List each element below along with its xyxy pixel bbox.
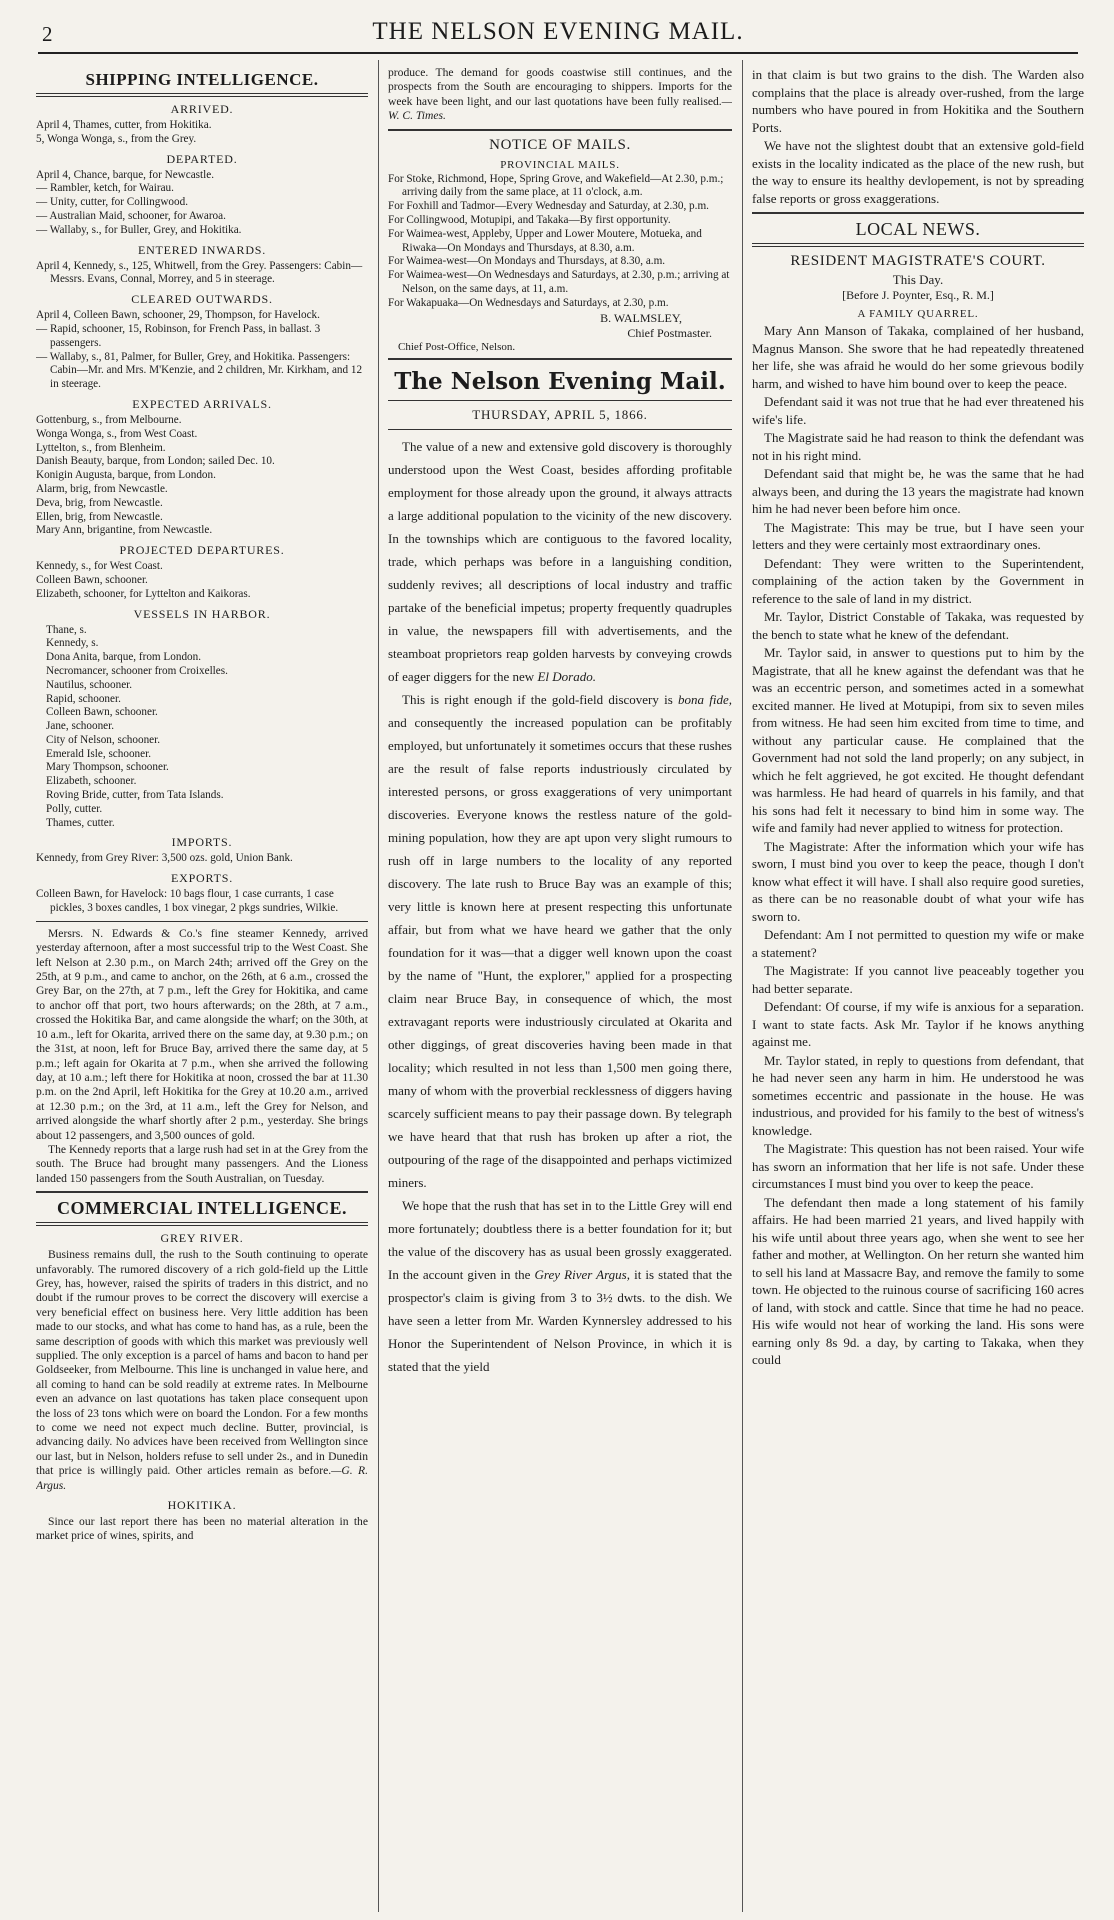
list-item: Necromancer, schooner from Croixelles. xyxy=(46,664,228,677)
list-item: Alarm, brig, from Newcastle. xyxy=(36,482,168,495)
arrived-heading: ARRIVED. xyxy=(170,102,234,116)
court-before: [Before J. Poynter, Esq., R. M.] xyxy=(842,288,994,302)
expected-heading: EXPECTED ARRIVALS. xyxy=(132,396,272,411)
column-2 xyxy=(388,66,732,1912)
entered-list xyxy=(36,260,368,288)
masthead-rule xyxy=(38,52,1078,54)
hokitika-report: Since our last report there has been no material alteration in the market price of wines, spirits, and xyxy=(36,1515,368,1543)
list-item: Colleen Bawn, schooner. xyxy=(36,573,148,586)
divider xyxy=(388,429,732,430)
list-item: Mary Thompson, schooner. xyxy=(46,761,169,774)
page-number: 2 xyxy=(42,22,53,46)
grey-river-heading: GREY RIVER. xyxy=(160,1231,244,1246)
list-item: April 4, Chance, barque, for Newcastle. xyxy=(36,168,215,181)
list-item: Emerald Isle, schooner. xyxy=(46,747,152,760)
mails-subtitle: PROVINCIAL MAILS. xyxy=(500,158,620,171)
list-item: For Waimea-west—On Wednesdays and Saturdays, at 2.30, p.m.; arriving at Nelson, on the same days, at 11, a.m. xyxy=(388,269,730,295)
list-item: Wonga Wonga, s., from West Coast. xyxy=(36,427,198,440)
list-item: Rapid, schooner. xyxy=(46,692,121,705)
court-paragraph: Mr. Taylor, District Constable of Takaka, was requested by the bench to state what he knew of the defendant. xyxy=(752,609,1084,642)
list-item: Thane, s. xyxy=(46,623,87,636)
list-item: Elizabeth, schooner. xyxy=(46,775,137,788)
column-1 xyxy=(36,66,368,1912)
list-item: City of Nelson, schooner. xyxy=(46,733,161,746)
steamer-report-2: The Kennedy reports that a large rush had set in at the Grey from the south. The Bruce had brought many passengers. And the Lioness landed 150 passengers from the South Australian, on Tuesday. xyxy=(36,1142,368,1185)
departed-heading: DEPARTED. xyxy=(166,151,238,166)
cleared-list xyxy=(36,309,368,392)
entered-heading: ENTERED INWARDS. xyxy=(137,242,267,257)
divider xyxy=(388,358,732,360)
list-item: Roving Bride, cutter, from Tata Islands. xyxy=(46,789,224,802)
court-paragraph: The Magistrate: After the information which your wife has sworn, I must bind you over to keep the peace, though I don't know what effect it will have. I shall also require good sureties, as there can be no reasonable doubt of what your wife has sworn to. xyxy=(752,838,1084,924)
court-paragraph: The Magistrate: This may be true, but I have seen your letters and they were certainly most extraordinary ones. xyxy=(752,519,1084,552)
grey-river-report: Business remains dull, the rush to the South continuing to operate unfavorably. The rumored discovery of a rich gold-field up the Little Grey, has, however, raised the spirits of traders in this district, and no doubt if the rumour proves to be correct the discovery will exercise a very beneficial effect on business here. Very little addition has been made to our stocks, and what has come to hand has, as a rule, been the same description of goods with which this market was previously well supplied. The only exception is a parcel of hams and bacon to hand per Goldseeker, from Melbourne. This line is unchanged in value here, and all coming to hand can be sold readily at extreme rates. In Melbourne even an advance on last quotations has taken place consequent upon the loss of 23 tons which were on board the London. For a few months to come we need not expect much decline. Butter, provincial, is advancing daily. No advices have been received from Wellington since our last, but in Nelson, holders refuse to sell under 2s., and in Dunedin that price is willingly paid. Other articles remain as before.—G. R. Argus. xyxy=(36,1248,368,1492)
court-paragraph: The Magistrate: If you cannot live peaceably together you had better separate. xyxy=(752,963,1084,996)
list-item: Dona Anita, barque, from London. xyxy=(46,651,202,664)
newspaper-title: THE NELSON EVENING MAIL. xyxy=(372,18,744,45)
departed-list xyxy=(36,169,368,238)
projected-list xyxy=(36,560,368,601)
mails-title: NOTICE OF MAILS. xyxy=(489,136,631,153)
court-paragraph: The Magistrate said he had reason to think the defendant was not in his right mind. xyxy=(752,430,1084,463)
dateline: THURSDAY, APRIL 5, 1866. xyxy=(472,406,648,422)
commercial-title: COMMERCIAL INTELLIGENCE. xyxy=(56,1198,348,1219)
postmaster-name: B. WALMSLEY, xyxy=(600,310,682,325)
court-paragraph: The Magistrate: This question has not been raised. Your wife has sworn an information that her life is not safe. Under these circumstances I must bind you over to keep the peace. xyxy=(752,1141,1084,1191)
list-item: Mary Ann, brigantine, from Newcastle. xyxy=(36,524,213,537)
court-paragraph: Mr. Taylor stated, in reply to questions from defendant, that he had never seen any harm in him. He understood he was sometimes eccentric and passionate in the house. He was industrious, and provided for his family to the best of witness's knowledge. xyxy=(752,1052,1084,1138)
list-item: — Rambler, ketch, for Wairau. xyxy=(36,182,174,195)
list-item: Elizabeth, schooner, for Lyttelton and Kaikoras. xyxy=(36,587,251,600)
case-title: A FAMILY QUARREL. xyxy=(857,308,979,320)
double-rule xyxy=(36,1222,368,1226)
vessels-heading: VESSELS IN HARBOR. xyxy=(133,606,271,621)
list-item: — Wallaby, s., for Buller, Grey, and Hokitika. xyxy=(36,223,242,236)
list-item: — Wallaby, s., 81, Palmer, for Buller, Grey, and Hokitika. Passengers: Cabin—Mr. and Mrs. M'Kenzie, and 2 children, Mr. Kirkham, and 12 in steerage. xyxy=(36,350,363,391)
divider xyxy=(388,129,732,131)
list-item: Lyttelton, s., from Blenheim. xyxy=(36,441,166,454)
divider xyxy=(36,1191,368,1193)
list-item: Danish Beauty, barque, from London; sailed Dec. 10. xyxy=(36,455,275,468)
exports-list xyxy=(36,888,368,916)
court-paragraph: Mr. Taylor said, in answer to questions put to him by the Magistrate, that all he knew against the defendant was that he was an eccentric person, and sometimes acted in a somewhat excited manner. He lived at Motupipi, from six to seven miles from witness. He had seen him excited from time to time, and without any particular cause. He complained that the Government had not sold the land properly; on any subject, in which he felt aggrieved, he got excited. He thought defendant was harmless. He had heard of quarrels in his family, and that his sons had felt it necessary to bind him in some way. The wife and family had never applied to witness for protection. xyxy=(752,645,1084,835)
list-item: For Waimea-west—On Mondays and Thursdays, at 8.30, a.m. xyxy=(388,255,666,268)
list-item: Thames, cutter. xyxy=(46,816,115,829)
list-item: For Waimea-west, Appleby, Upper and Lower Moutere, Motueka, and Riwaka—On Mondays and Thursdays, at 8.30, a.m. xyxy=(388,227,702,254)
list-item: Ellen, brig, from Newcastle. xyxy=(36,510,163,523)
list-item: Gottenburg, s., from Melbourne. xyxy=(36,413,182,426)
court-heading: RESIDENT MAGISTRATE'S COURT. xyxy=(790,253,1046,269)
expected-list xyxy=(36,414,368,538)
list-item: Colleen Bawn, for Havelock: 10 bags flour, 1 case currants, 1 case pickles, 3 boxes candles, 1 box vinegar, 2 pkgs sundries, Wilkie. xyxy=(36,888,339,915)
editorial-paragraph: This is right enough if the gold-field discovery is bona fide, and consequently the increased population can be profitably employed, but unfortunately it sometimes occurs that these rushes are the result of false reports industriously circulated by interested persons, or gross exaggerations of very unimportant discoveries. Everyone knows the restless nature of the gold-mining population, how they are apt upon very slight rumours to rush off in large numbers to the locality of any reported discovery. The late rush to Bruce Bay was an example of this; very little is known here at present respecting this unfortunate affair, but from what we have heard we gather that the only foundation for it was—that a digger well known upon the coast by the name of "Hunt, the explorer," applied for a prospecting claim near Bruce Bay, in consequence of which, the most extravagant reports were industriously circulated at Okarita and other diggings, of great discoveries having been made in that locality; which resulted in not less than 1,500 men going there, many of whom with the proverbial recklessness of diggers having scarcely sufficient means to pay their passage down. By telegraph we have heard that that rush has broken up after a riot, the outpouring of the rage of the disappointed and perhaps victimized miners. xyxy=(388,691,732,1190)
court-day: This Day. xyxy=(892,272,944,287)
vessels-list xyxy=(36,624,368,831)
editorial-continued: in that claim is but two grains to the dish. The Warden also complains that the place is already over-rushed, from the large numbers who have poured in from Hokitika and the Southern Ports. xyxy=(752,67,1084,135)
mails-list xyxy=(388,173,732,311)
hokitika-report-continued: produce. The demand for goods coastwise still continues, and the prospects from the South are encouraging to shippers. Imports for the week have been light, and our last quotations have been fully realised.—W. C. Times. xyxy=(388,66,732,123)
list-item: For Foxhill and Tadmor—Every Wednesday and Saturday, at 2.30, p.m. xyxy=(388,200,709,213)
list-item: — Unity, cutter, for Collingwood. xyxy=(36,196,189,209)
list-item: Kennedy, s., for West Coast. xyxy=(36,560,163,573)
list-item: Kennedy, s. xyxy=(46,637,99,650)
steamer-report: Mersrs. N. Edwards & Co.'s fine steamer Kennedy, arrived yesterday afternoon, after a most successful trip to the West Coast. She left Nelson at 2.30 p.m., on March 24th; arrived off the Grey on the 25th, at 9 p.m., and came to anchor, on the 26th, at 6 a.m., crossed the Grey Bar, on the 27th, at 7 p.m., left the Grey for Hokitika, and came to anchor off that port, two hours afterwards; on the 28th, at 7 a.m., crossed the Hokitika Bar, and came alongside the wharf; on the 30th, at 10 a.m., left for Okarita, arrived there on the same day, at 9.30 p.m.; on the 31st, at noon, left for Bruce Bay, arrived there the same day, at 5 p.m.; left again for Okarita at 7 p.m., when she arrived the following day, at 10 a.m.; left there for Hokitika at noon, crossed the bar at 11.30 p.m. on the 2nd April, left Hokitika for the Grey at 10.20 a.m., arrived at 12.30 p.m.; on the 3rd, at 11 a.m., left the Grey for Nelson, and arrived alongside the wharf shortly after 2 p.m., yesterday. She brings about 12 passengers, and 3,500 ounces of gold. xyxy=(36,926,368,1142)
column-divider xyxy=(742,60,743,1912)
column-3 xyxy=(752,66,1084,1912)
divider xyxy=(36,921,368,922)
list-item: For Wakapuaka—On Wednesdays and Saturdays, at 2.30, p.m. xyxy=(388,296,669,309)
double-rule xyxy=(752,243,1084,247)
divider xyxy=(388,400,732,401)
cleared-heading: CLEARED OUTWARDS. xyxy=(131,292,273,307)
hokitika-heading: HOKITIKA. xyxy=(167,1498,237,1513)
list-item: Kennedy, from Grey River: 3,500 ozs. gold, Union Bank. xyxy=(36,852,293,865)
court-paragraph: Defendant: Of course, if my wife is anxious for a separation. I want to state facts. Ask Mr. Taylor if he knows anything against me. xyxy=(752,999,1084,1049)
list-item: — Rapid, schooner, 15, Robinson, for French Pass, in ballast. 3 passengers. xyxy=(36,322,321,349)
arrived-list xyxy=(36,119,368,147)
court-paragraph: Defendant: Am I not permitted to question my wife or make a statement? xyxy=(752,927,1084,960)
court-paragraph: Defendant said it was not true that he had ever threatened his wife's life. xyxy=(752,394,1084,427)
list-item: Konigin Augusta, barque, from London. xyxy=(36,469,216,482)
divider xyxy=(752,212,1084,214)
projected-heading: PROJECTED DEPARTURES. xyxy=(119,543,285,558)
editorial-paragraph: We hope that the rush that has set in to the Little Grey will end more fortunately; doubtless there is a better foundation for it; but the value of the discovery has as usual been grossly exaggerated. In the account given in the Grey River Argus, it is stated that the prospector's claim is giving from 3 to 3½ dwts. to the dish. We have seen a letter from Mr. Warden Kynnersley addressed to his Honor the Superintendent of Nelson Province, in which it is stated that the yield xyxy=(388,1197,732,1374)
exports-heading: EXPORTS. xyxy=(170,871,234,886)
list-item: April 4, Colleen Bawn, schooner, 29, Thompson, for Havelock. xyxy=(36,309,320,322)
list-item: Colleen Bawn, schooner. xyxy=(46,706,158,719)
list-item: Nautilus, schooner. xyxy=(46,678,133,691)
editorial-paragraph: We have not the slightest doubt that an extensive gold-field exists in the locality indicated as the place of the new rush, but the way to ensure its healthy devlopement, is not by spreading false reports or gross exaggerations. xyxy=(752,138,1084,206)
shipping-title: SHIPPING INTELLIGENCE. xyxy=(85,70,319,89)
list-item: For Stoke, Richmond, Hope, Spring Grove, and Wakefield—At 2.30, p.m.; arriving daily from the same place, at 11 o'clock, a.m. xyxy=(388,172,724,199)
postmaster-title: Chief Postmaster. xyxy=(627,325,712,340)
court-paragraph: Defendant: They were written to the Superintendent, complaining of the action taken by the Government in reference to the sale of land in my district. xyxy=(752,555,1084,606)
court-paragraph: The defendant then made a long statement of his family affairs. He had been married 21 years, and lived happily with his wife until about three years ago, when she went to see her father and mother, at Wellington. On her return she wanted him to sell his land at Massacre Bay, and remove the family to some town. He objected to the ruinous course of sacrificing 160 acres of land, with stock and cattle. Since that time he had no peace. His wife would not hear of working the land. His sons were earning only 8s 9d. a day, by carting to Takaka, when they could xyxy=(752,1194,1084,1367)
column-divider xyxy=(378,60,379,1912)
list-item: Deva, brig, from Newcastle. xyxy=(36,496,163,509)
imports-list xyxy=(36,852,368,866)
local-news-title: LOCAL NEWS. xyxy=(855,219,981,239)
post-office: Chief Post-Office, Nelson. xyxy=(398,340,516,353)
editorial-paragraph: The value of a new and extensive gold discovery is thoroughly understood upon the West Coast, besides affording profitable employment for those already upon the ground, it always attracts a large additional population to the vicinity of the new discovery. In the townships which are contiguous to the favored locality, trade, which perhaps was before in a languishing condition, suddenly revives; all descriptions of local industry and traffic partake of the beneficial impetus; property frequently quadruples in value, the newspapers fill with advertisements, and the steamboat proprietors reap golden harvests by conveying crowds of eager diggers for the new El Dorado. xyxy=(388,438,732,684)
court-paragraph: Mary Ann Manson of Takaka, complained of her husband, Magnus Manson. She swore that he had repeatedly threatened her life, she was afraid he would do her some grievous bodily harm, and wished to have him bound over to keep the peace. xyxy=(752,323,1084,391)
court-paragraph: Defendant said that might be, he was the same that he had always been, and during the 13 years the magistrate had known him he had never been before him once. xyxy=(752,466,1084,516)
list-item: April 4, Kennedy, s., 125, Whitwell, from the Grey. Passengers: Cabin—Messrs. Evans, Connal, Morrey, and 5 in steerage. xyxy=(36,259,363,286)
double-rule xyxy=(36,93,368,97)
masthead xyxy=(38,18,1078,52)
list-item: Jane, schooner. xyxy=(46,720,115,733)
list-item: 5, Wonga Wonga, s., from the Grey. xyxy=(36,132,197,145)
newspaper-flag: The Nelson Evening Mail. xyxy=(394,367,726,395)
imports-heading: IMPORTS. xyxy=(171,835,233,850)
list-item: — Australian Maid, schooner, for Awaroa. xyxy=(36,209,226,222)
list-item: April 4, Thames, cutter, from Hokitika. xyxy=(36,119,212,131)
list-item: Polly, cutter. xyxy=(46,802,103,815)
list-item: For Collingwood, Motupipi, and Takaka—By first opportunity. xyxy=(388,214,671,227)
